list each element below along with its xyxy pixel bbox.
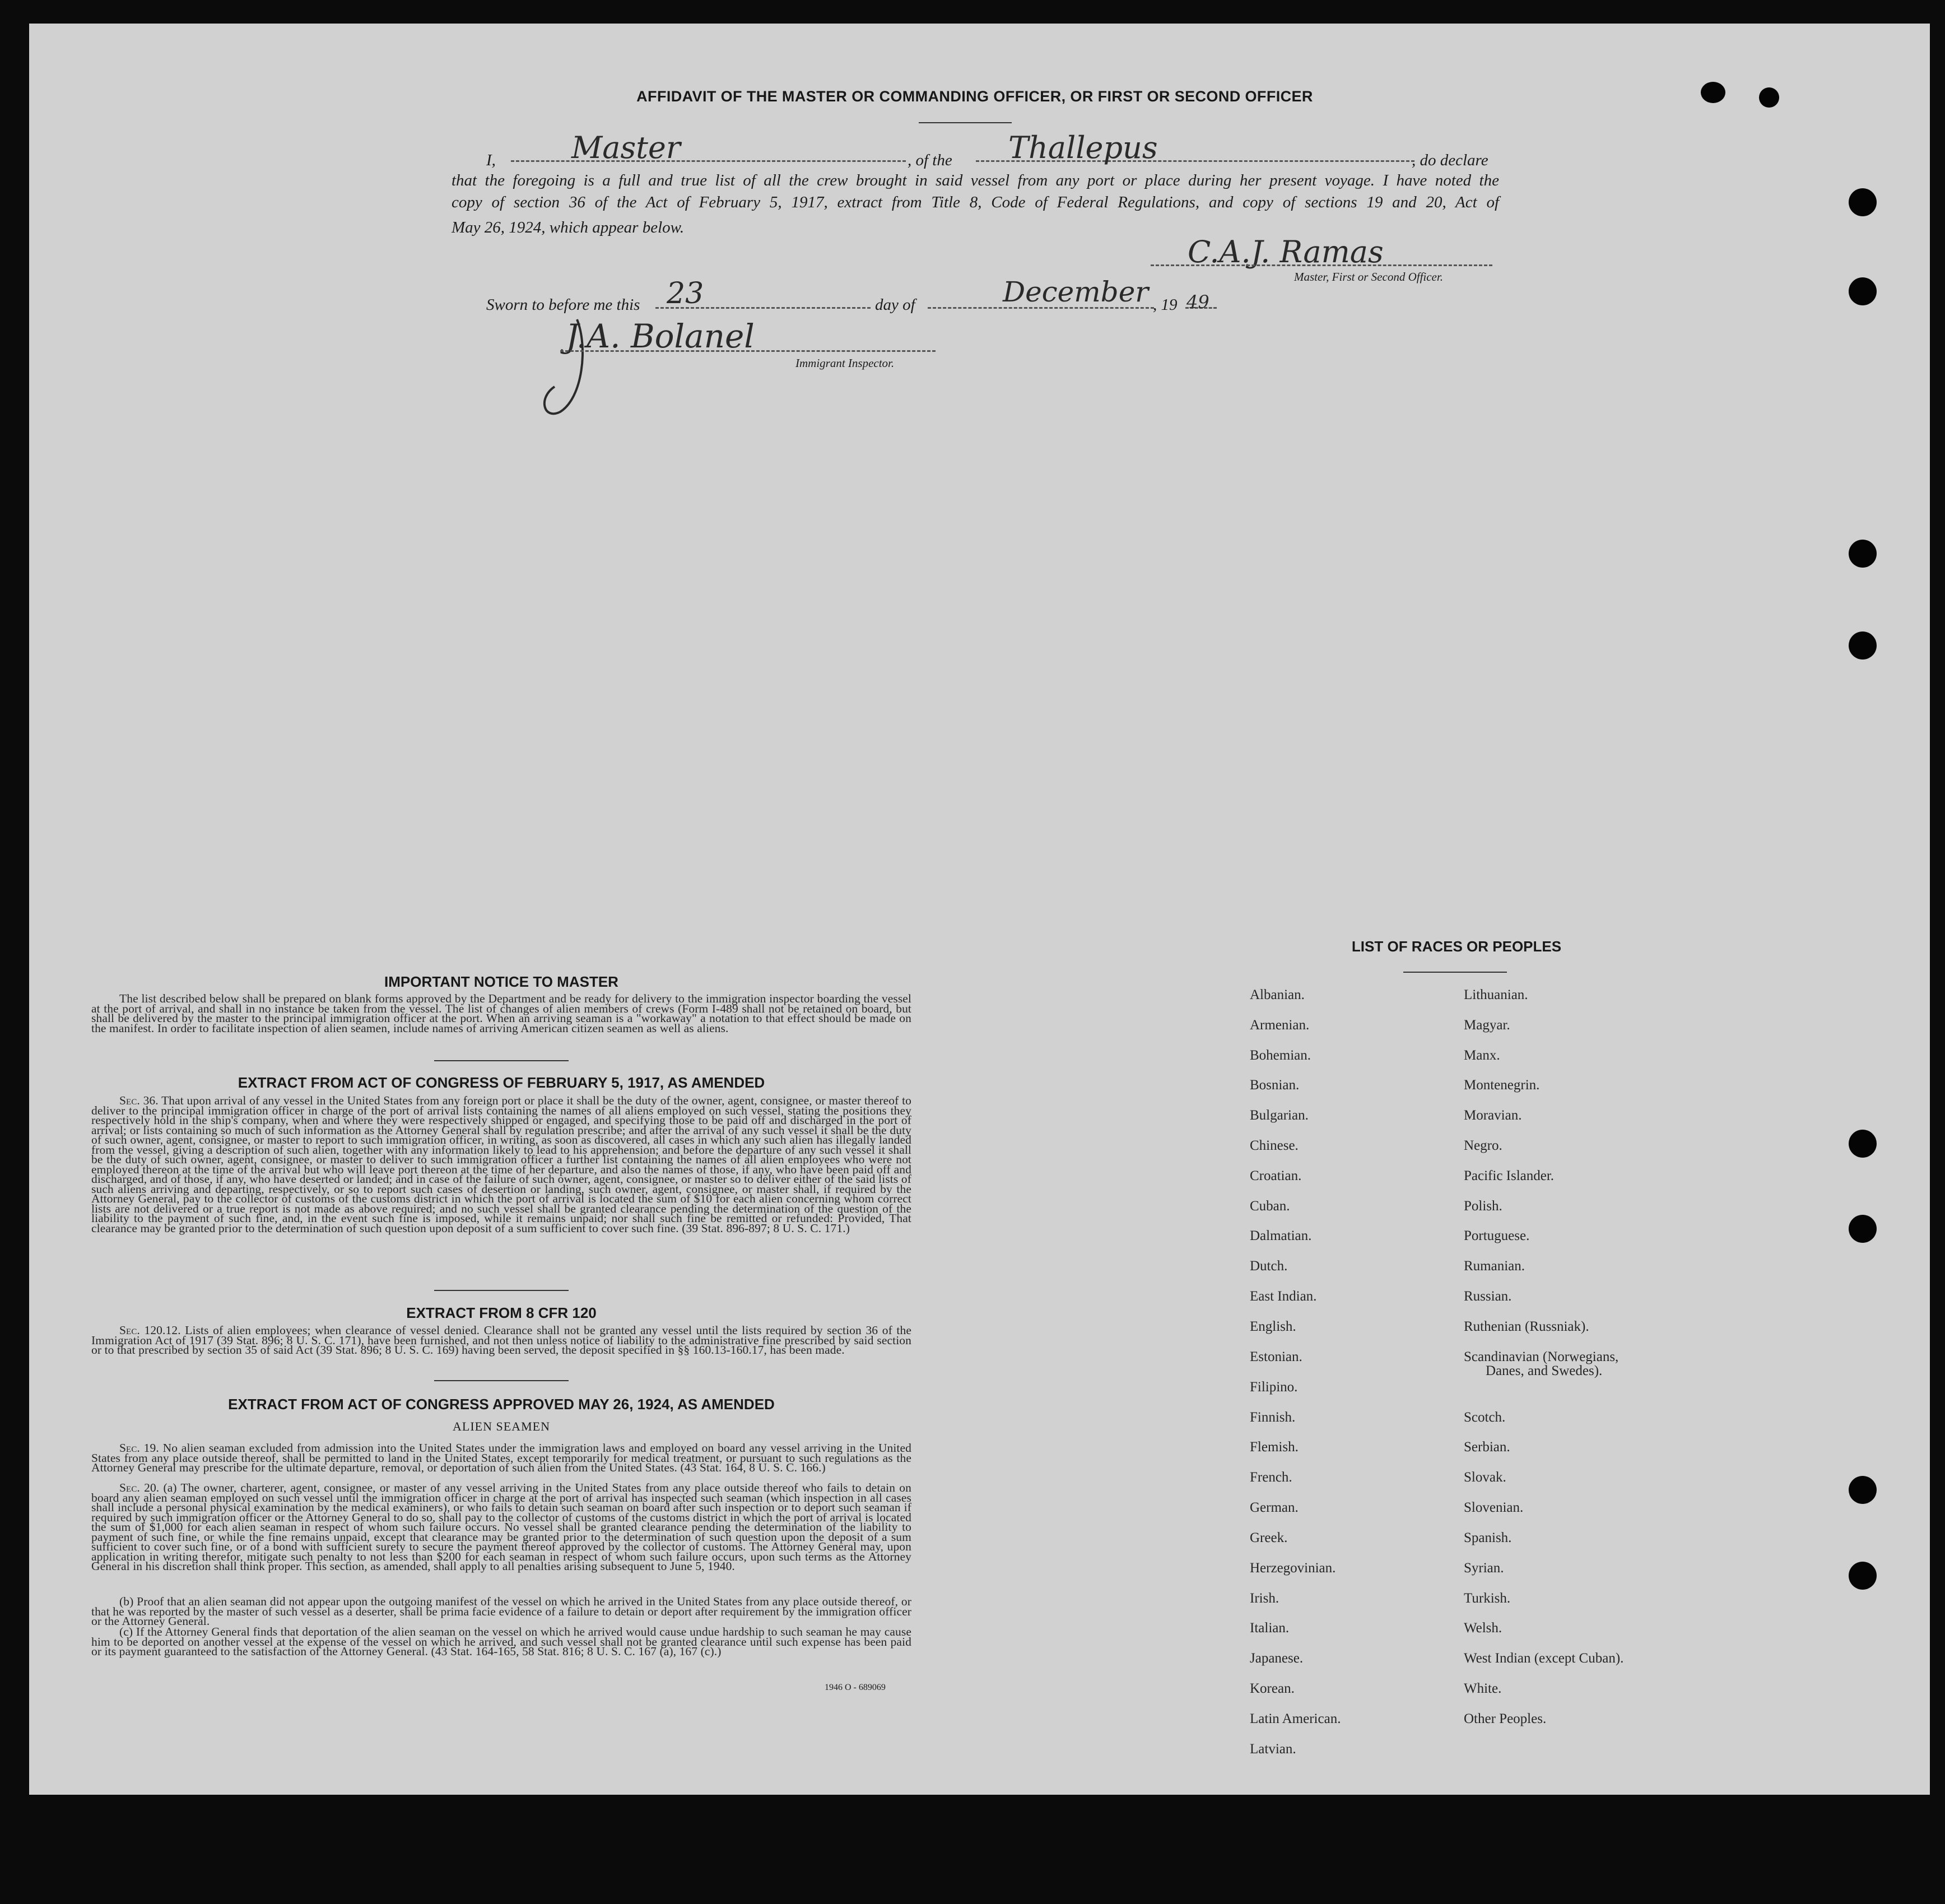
race-right: Welsh. [1464,1620,1502,1636]
extract-1924-sec20c: (c) If the Attorney General finds that deportation of the alien seaman on the vessel on which he arrived would cause undue hardship to such seaman he may cause him to be deported on another vessel at the expense of the vessel on which he arrived, and such vessel shall not be granted clearance until such expense has been paid or its payment guaranteed to the satisfaction of the Attorney General. (43 Stat. 164-165, 58 Stat. 816; 8 U. S. C. 167 (a), 167 (c).) [91,1625,911,1658]
extract-cfr-body [91,1323,911,1357]
race-right: White. [1464,1681,1502,1696]
sworn-label: Sworn to before me this [486,296,640,314]
race-left: Flemish. [1250,1439,1299,1455]
rank-handwritten: Master [571,130,681,165]
extract-1917-text: That upon arrival of any vessel in the United States from any foreign port or place it shall be the duty of the owner, agent, consignee, or master thereof to deliver to the principal immigration officer in charge of the port of arrival lists containing the names of all aliens employed on such vessel, stating the positions they respectively hold in the ship's company, when and where they were respectively shipped or engaged, and specifying those to be paid off and discharged in the port of arrival; or lists containing so much of such information as the Attorney General shall by regulation prescribe; and after the arrival of any such vessel it shall be the duty of such owner, agent, consignee, or master to report to such immigration officer, in writing, as soon as discovered, all cases in which any such alien has illegally landed from the vessel, giving a description of such alien, together with any information likely to lead to his apprehension; and before the departure of any such vessel it shall be the duty of such owner, agent, consignee, or master to deliver to such immigration officer a further list containing the names of all alien employees who were not employed thereon at the time of the arrival but who will leave port thereon at the time of her departure, and also the names of those, if any, who have been paid off and discharged, and of those, if any, who have deserted or landed; and in case of the failure of such owner, agent, consignee, or master so to deliver either of the said lists of such aliens arriving and departing, respectively, or so to report such cases of desertion or landing, such owner, agent, consignee, or master shall, if required by the Attorney General, pay to the collector of customs of the customs district in which the port of arrival is located the sum of $10 for each alien concerning whom correct lists are not delivered or a true report is not made as above required; and no such vessel shall be granted clearance pending the determination of the question of the liability to the payment of such fine, and, in the event such fine is imposed, while it remains unpaid; nor shall such fine be remitted or refunded: Provided, That clearance may be granted prior to the determination of such question upon deposit of a sum sufficient to cover such fine. (39 Stat. 896-897; 8 U. S. C. 171.) [91,1094,911,1235]
extract-1924-title: EXTRACT FROM ACT OF CONGRESS APPROVED MAY 26, 1924, AS AMENDED [228,1396,775,1413]
race-right: Other Peoples. [1464,1711,1547,1726]
sec19-text: No alien seaman excluded from admission into the United States under the immigration laws and employed on board any vessel arriving in the United States from any place outside thereof, shall be permitted to land in the United States, except temporarily for medical treatment, or pursuant to such regulations as the Attorney General may prescribe for the ultimate departure, removal, or deportation of such alien from the United States. (43 Stat. 164, 8 U. S. C. 166.) [91,1441,911,1474]
race-right: Lithuanian. [1464,987,1528,1002]
race-left: Herzegovinian. [1250,1561,1336,1576]
race-left: Latvian. [1250,1742,1296,1757]
race-right: Russian. [1464,1289,1512,1304]
race-left: Finnish. [1250,1410,1296,1425]
binder-hole [1849,540,1877,568]
race-right: Montenegrin. [1464,1078,1540,1093]
race-left: Bulgarian. [1250,1108,1309,1123]
inspector-caption: Immigrant Inspector. [795,356,895,370]
notice-body: The list described below shall be prepared on blank forms approved by the Department and be ready for delivery to the immigration inspector boarding the vessel at the port of arrival, and shall in no instance be taken from the vessel. The list of changes of alien members of crews (Form I-489 shall not be retained on board, but shall be delivered by the master to the principal immigration officer at the port. When an arriving seaman is a "workaway" a notation to that effect should be made on the manifest. In order to facilitate inspection of alien seamen, include names of arriving American citizen seamen as well as aliens. [91,992,911,1035]
notice-title: IMPORTANT NOTICE TO MASTER [384,973,618,990]
month-handwritten: December [1003,276,1149,308]
binder-hole [1849,1476,1877,1504]
sec20-label: Sec. 20. [119,1481,160,1494]
race-left: Croatian. [1250,1168,1302,1183]
race-right: Pacific Islander. [1464,1168,1555,1183]
race-left: Cuban. [1250,1199,1290,1214]
notice-rule [434,1060,569,1061]
title-rule [919,122,1012,123]
affidavit-pronoun: I, [486,151,496,169]
race-right: Slovenian. [1464,1500,1524,1515]
extract-1917-title: EXTRACT FROM ACT OF CONGRESS OF FEBRUARY 5, 1917, AS AMENDED [238,1074,765,1091]
extract-cfr-rule [434,1380,569,1381]
race-left: Chinese. [1250,1138,1299,1153]
inspector-signature-line [560,350,936,352]
race-left: Italian. [1250,1620,1290,1636]
race-right: Scandinavian (Norwegians, [1464,1349,1619,1364]
race-left: French. [1250,1470,1292,1485]
race-left: Filipino. [1250,1380,1298,1395]
binder-hole [1849,1215,1877,1243]
binder-hole [1849,188,1877,216]
year-prefix: , 19 [1153,296,1178,314]
do-declare-label: , do declare [1412,151,1488,169]
extract-cfr-title: EXTRACT FROM 8 CFR 120 [406,1304,597,1321]
race-right: Syrian. [1464,1561,1504,1576]
day-of-label: day of [875,296,915,314]
race-left: Japanese. [1250,1651,1304,1666]
binder-hole [1701,82,1725,103]
race-left: Latin American. [1250,1711,1341,1726]
binder-hole [1849,1130,1877,1158]
race-right: Portuguese. [1464,1228,1530,1243]
binder-hole [1849,1562,1877,1590]
binder-hole [1849,631,1877,660]
race-right: Scotch. [1464,1410,1506,1425]
race-right: Negro. [1464,1138,1502,1153]
sec19-label: Sec. 19. [119,1441,159,1455]
races-rule [1403,972,1507,973]
race-left: Bohemian. [1250,1048,1311,1063]
master-signature: C.A.J. Ramas [1188,234,1384,270]
race-left: English. [1250,1319,1296,1334]
extract-cfr-sec: Sec. 120.12. [119,1323,181,1337]
race-right: Spanish. [1464,1530,1512,1545]
race-right: Moravian. [1464,1108,1522,1123]
extract-1917-sec: Sec. 36. [119,1094,159,1107]
master-signature-line [1151,264,1492,266]
sec20a-text: (a) The owner, charterer, agent, consignee, or master of any vessel arriving in the United States from any place outside thereof who fails to detain on board any alien seaman employed on such vessel until the immigration officer in charge at the port of arrival has inspected such seaman (which inspection in all cases shall include a personal physical examination by the medical examiners), or who fails to detain such seaman on board after such inspection or to deport such seaman if required by such immigration officer or the Attorney General to do so, shall pay to the collector of customs of the customs district in which the port of arrival is located the sum of $1,000 for each alien seaman in respect of whom such failure occurs. No vessel shall be granted clearance pending the determination of the liability to payment of such fine, or while the fine remains unpaid, except that clearance may be granted prior to the determination of such question upon the deposit of a sum sufficient to cover such fine, or of a bond with sufficient surety to secure the payment thereof approved by the collector of customs. The Attorney General may, upon application in writing therefor, mitigate such penalty to not less than $200 for each seaman in respect of whom such failure occurs, upon such terms as the Attorney General in his discretion shall think proper. This section, as amended, shall apply to all penalties arising subsequent to June 5, 1940. [91,1481,911,1573]
binder-hole [1849,277,1877,305]
extract-cfr-text: Lists of alien employees; when clearance of vessel denied. Clearance shall not be granted any vessel until the lists required by section 36 of the Immigration Act of 1917 (39 Stat. 896; 8 U. S. C. 171), have been furnished, and not then unless notice of liability to the administrative fine prescribed by said section or to that prescribed by section 35 of said Act (39 Stat. 896; 8 U. S. C. 169) having been served, the deposit specified in §§ 160.13-160.17, has been made. [91,1323,911,1357]
day-handwritten: 23 [667,277,704,310]
race-right: Rumanian. [1464,1259,1525,1274]
affidavit-line-4: May 26, 1924, which appear below. [452,219,685,236]
extract-1924-sec20b: (b) Proof that an alien seaman did not appear upon the outgoing manifest of the vessel on which he arrived in the United States from any place outside thereof, or that he was reported by the master of such vessel as a deserter, shall be prima facie evidence of a failure to detain or deport after requirement by the immigration officer or the Attorney General. [91,1595,911,1628]
race-left: Armenian. [1250,1018,1310,1033]
extract-1924-sec20a [91,1483,911,1572]
extract-1917-body [91,1096,911,1233]
race-right: Serbian. [1464,1439,1510,1455]
of-the-label: , of the [908,151,952,169]
race-left: Dalmatian. [1250,1228,1312,1243]
extract-1917-rule [434,1290,569,1291]
race-right: West Indian (except Cuban). [1464,1651,1624,1666]
affidavit-line-2: that the foregoing is a full and true list of all the crew brought in said vessel from any port or place during her present voyage. I have noted the [452,171,1499,189]
extract-1924-subtitle: ALIEN SEAMEN [453,1419,550,1433]
race-left: Irish. [1250,1591,1279,1606]
race-right: Turkish. [1464,1591,1511,1606]
print-code: 1946 O - 689069 [825,1683,886,1692]
race-right: Ruthenian (Russniak). [1464,1319,1589,1334]
year-handwritten: 49 [1186,291,1209,313]
race-left: East Indian. [1250,1289,1317,1304]
race-right: Danes, and Swedes). [1486,1363,1603,1378]
affidavit-title: AFFIDAVIT OF THE MASTER OR COMMANDING OFFICER, OR FIRST OR SECOND OFFICER [636,88,1313,105]
binder-hole [1759,87,1779,108]
race-left: Estonian. [1250,1349,1302,1364]
race-right: Manx. [1464,1048,1500,1063]
inspector-signature: J.A. Bolanel [566,317,755,355]
race-left: Dutch. [1250,1259,1288,1274]
rank-line [511,160,906,162]
race-right: Magyar. [1464,1018,1510,1033]
races-title: LIST OF RACES OR PEOPLES [1351,938,1562,955]
race-left: Albanian. [1250,987,1305,1002]
race-left: Bosnian. [1250,1078,1300,1093]
master-caption: Master, First or Second Officer. [1294,270,1443,284]
race-right: Polish. [1464,1199,1502,1214]
race-left: German. [1250,1500,1299,1515]
race-right: Slovak. [1464,1470,1506,1485]
vessel-handwritten: Thallepus [1008,130,1158,165]
extract-1924-sec19 [91,1443,911,1473]
affidavit-line-3: copy of section 36 of the Act of February 5, 1917, extract from Title 8, Code of Federal Regulations, and copy of sections 19 and 20, Act of [452,193,1499,211]
race-left: Greek. [1250,1530,1288,1545]
race-left: Korean. [1250,1681,1295,1696]
